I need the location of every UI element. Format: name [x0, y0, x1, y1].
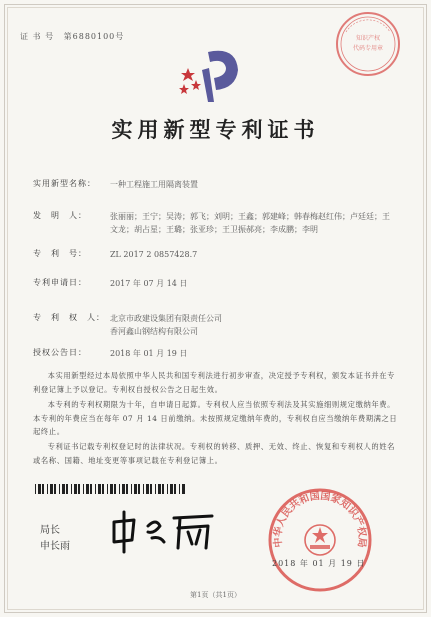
barcode-bar: [170, 484, 173, 494]
field-label-inventors: 发 明 人：: [33, 211, 87, 220]
barcode-bar: [110, 484, 113, 494]
barcode-bar: [47, 484, 48, 494]
barcode-bar: [146, 484, 149, 494]
field-value-filing-date: 2017 年 07 月 14 日: [110, 279, 188, 288]
barcode-bar: [182, 484, 185, 494]
barcode-bar: [143, 484, 144, 494]
barcode-bar: [174, 484, 176, 494]
field-label-patentee: 专 利 权 人：: [33, 313, 105, 322]
barcode-bar: [155, 484, 156, 494]
barcode-bar: [126, 484, 128, 494]
certificate-number: [20, 31, 130, 42]
svg-text:知识产权: 知识产权: [355, 35, 381, 42]
paragraph-legal-status: 专利证书记载专利权登记时的法律状况。专利权的转移、质押、无效、终止、恢复和专利权人的姓名或名称、国籍、地址变更等事项记载在专利登记簿上。: [33, 442, 396, 465]
field-value-patent-no: ZL 2017 2 0857428.7: [110, 250, 198, 259]
barcode-bar: [102, 484, 104, 494]
field-value-name: 一种工程施工用隔离装置: [110, 180, 198, 189]
barcode-bar: [83, 484, 84, 494]
seal-date: 2018 年 01 月 19 日: [272, 559, 366, 568]
barcode-bar: [179, 484, 180, 494]
field-label-filing-date: 专利申请日：: [33, 278, 87, 287]
barcode-bar: [158, 484, 161, 494]
barcode-bar: [98, 484, 101, 494]
barcode-bar: [90, 484, 92, 494]
svg-text:中华人民共和国国家知识产权局: 中华人民共和国国家知识产权局: [272, 490, 368, 548]
certificate-title: 实用新型专利证书: [111, 117, 320, 142]
cnipa-logo: [178, 44, 250, 104]
field-value-grant-date: 2018 年 01 月 19 日: [110, 349, 188, 358]
director-title: 局长: [40, 525, 60, 536]
paragraph-term: 本专利的专利权期限为十年，自申请日起算。专利权人应当依照专利法及其实施细则规定缴纳年费。本专利的年费应当在每年 07 月 14 日前缴纳。未按照规定缴纳年费的，专利权自应当缴纳年费期满之日起终止。: [33, 400, 398, 436]
field-value-patentee-1: 北京市政建设集团有限责任公司: [110, 314, 222, 323]
field-label-patent-no: 专 利 号：: [33, 249, 87, 258]
barcode-bar: [86, 484, 89, 494]
barcode-bar: [122, 484, 125, 494]
top-seal-stamp: [334, 10, 402, 78]
paragraph-grant: 本实用新型经过本局依照中华人民共和国专利法进行初步审查，决定授予专利权，颁发本证书并在专利登记簿上予以登记。专利权自授权公告之日起生效。: [33, 371, 396, 394]
barcode-bar: [138, 484, 140, 494]
barcode-bar: [78, 484, 80, 494]
barcode-bar: [114, 484, 116, 494]
barcode-bar: [50, 484, 53, 494]
barcode-bar: [107, 484, 108, 494]
field-value-inventors: 张丽丽；王宁；吴涛；郭飞；刘明；王鑫；郭建峰；韩春梅赵红伟；卢廷廷；王文龙；胡占星；王璐；张亚珍；王卫振郝亮；李成鹏；李明: [110, 212, 390, 234]
barcode-bar: [167, 484, 168, 494]
barcode-bar: [119, 484, 120, 494]
page-footer: 第1页（共1页）: [190, 591, 241, 599]
barcode-bar: [131, 484, 132, 494]
barcode-bar: [59, 484, 60, 494]
barcode-bar: [74, 484, 77, 494]
barcode-bar: [66, 484, 68, 494]
director-signature: [108, 508, 222, 554]
field-label-grant-date: 授权公告日：: [33, 348, 87, 357]
svg-text:代码专用章: 代码专用章: [352, 45, 384, 52]
barcode-bar: [150, 484, 152, 494]
barcode-bar: [95, 484, 96, 494]
barcode-bar: [35, 484, 36, 494]
field-value-patentee-2: 香河鑫山钢结构有限公司: [110, 327, 198, 336]
cert-number-label: 证 书 号: [20, 32, 55, 41]
cert-number-value: 第6880100号: [63, 32, 125, 41]
barcode-bar: [38, 484, 41, 494]
barcode: [35, 484, 185, 494]
barcode-bar: [42, 484, 44, 494]
barcode-bar: [62, 484, 65, 494]
national-ip-office-seal: [265, 485, 375, 595]
barcode-bar: [162, 484, 164, 494]
barcode-bar: [54, 484, 56, 494]
field-label-name: 实用新型名称：: [33, 179, 96, 188]
barcode-bar: [71, 484, 72, 494]
director-name-label: 申长雨: [40, 541, 70, 552]
barcode-bar: [134, 484, 137, 494]
